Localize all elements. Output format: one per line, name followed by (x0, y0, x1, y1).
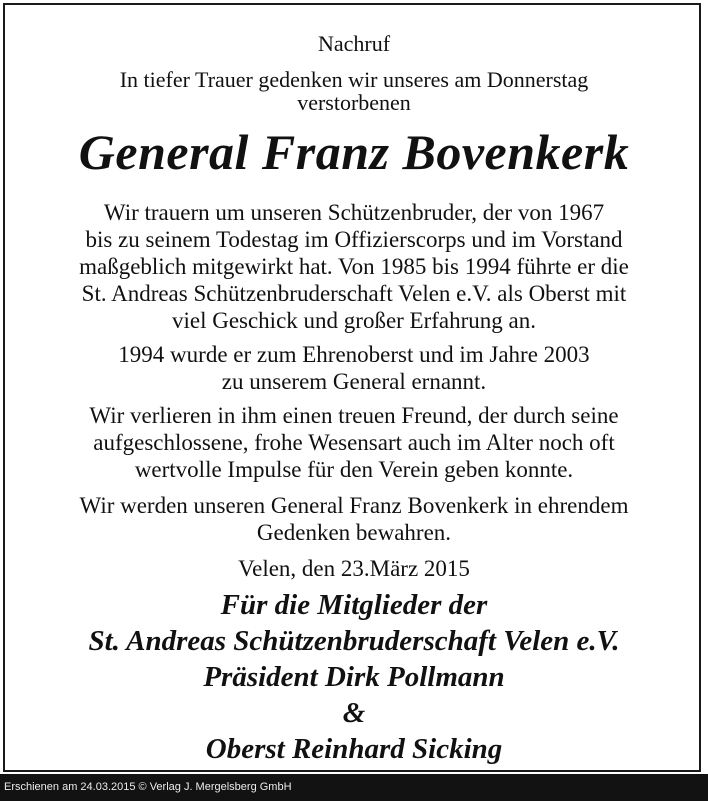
text-line: maßgeblich mitgewirkt hat. Von 1985 bis 1994 führte er die (79, 254, 629, 279)
publication-footer: Erschienen am 24.03.2015 © Verlag J. Mergelsberg GmbH (0, 774, 708, 801)
paragraph-honors (0, 341, 708, 395)
intro-line-2: verstorbenen (297, 90, 411, 115)
text-line: zu unserem General ernannt. (221, 369, 487, 394)
signature-block (0, 587, 708, 767)
notice-heading: Nachruf (317, 31, 391, 56)
text-line: bis zu seinem Todestag im Offizierscorps und im Vorstand (85, 227, 623, 252)
text-line: aufgeschlossene, frohe Wesensart auch im Alter noch oft (93, 430, 615, 455)
paragraph-memory (0, 492, 708, 546)
signature-line: St. Andreas Schützenbruderschaft Velen e.V. (88, 625, 620, 657)
signature-ampersand: & (342, 697, 366, 729)
text-line: wertvolle Impulse für den Verein geben konnte. (134, 457, 574, 482)
place-date: Velen, den 23.März 2015 (238, 556, 470, 581)
paragraph-career (0, 199, 708, 334)
text-line: Wir verlieren in ihm einen treuen Freund, der durch seine (89, 403, 619, 428)
text-line: Wir trauern um unseren Schützenbruder, der von 1967 (103, 200, 605, 225)
text-line: Gedenken bewahren. (256, 520, 452, 545)
signature-line: Oberst Reinhard Sicking (205, 733, 503, 765)
text-line: viel Geschick und großer Erfahrung an. (171, 308, 537, 333)
paragraph-friend (0, 402, 708, 483)
signature-line: Präsident Dirk Pollmann (203, 661, 505, 693)
signature-line: Für die Mitglieder der (220, 589, 488, 621)
text-line: St. Andreas Schützenbruderschaft Velen e.V. als Oberst mit (81, 281, 627, 306)
intro-line-1: In tiefer Trauer gedenken wir unseres am Donnerstag (119, 67, 589, 92)
text-line: 1994 wurde er zum Ehrenoberst und im Jahre 2003 (118, 342, 590, 367)
text-line: Wir werden unseren General Franz Bovenkerk in ehrendem (79, 493, 629, 518)
deceased-name: General Franz Bovenkerk (78, 124, 630, 180)
